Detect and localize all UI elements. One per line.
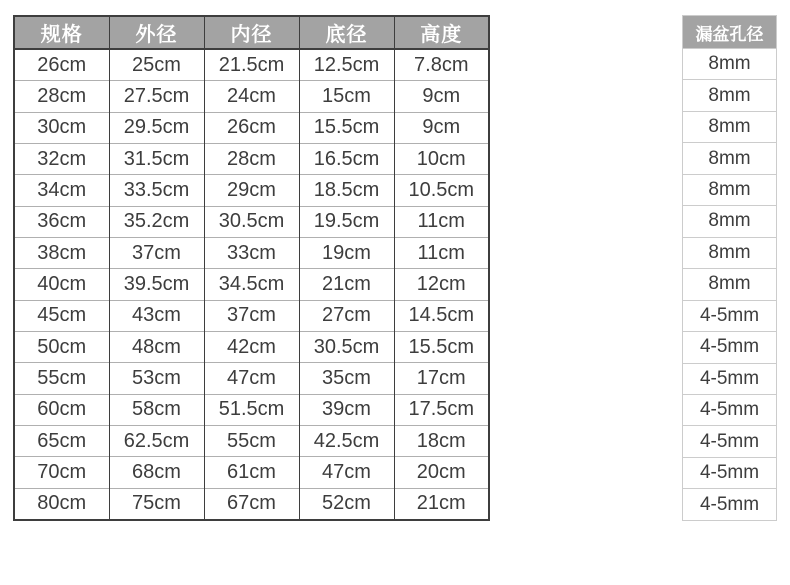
hole-table-body <box>683 49 777 521</box>
table-row <box>683 206 777 237</box>
table-row <box>683 269 777 300</box>
table-cell: 37cm <box>204 300 299 331</box>
table-cell: 62.5cm <box>109 425 204 456</box>
table-cell: 55cm <box>204 425 299 456</box>
table-row <box>14 488 489 520</box>
table-cell: 24cm <box>204 81 299 112</box>
table-row <box>14 112 489 143</box>
table-cell: 17cm <box>394 363 489 394</box>
table-cell: 26cm <box>14 49 109 81</box>
table-cell: 19cm <box>299 238 394 269</box>
table-cell: 39cm <box>299 394 394 425</box>
table-cell: 8mm <box>683 143 777 174</box>
table-cell: 32cm <box>14 144 109 175</box>
table-cell: 4-5mm <box>683 426 777 457</box>
table-cell: 28cm <box>204 144 299 175</box>
table-row <box>14 331 489 362</box>
table-cell: 4-5mm <box>683 394 777 425</box>
table-cell: 47cm <box>204 363 299 394</box>
table-row <box>683 143 777 174</box>
table-cell: 18.5cm <box>299 175 394 206</box>
table-cell: 31.5cm <box>109 144 204 175</box>
table-cell: 15.5cm <box>299 112 394 143</box>
column-header: 规格 <box>14 16 109 49</box>
table-cell: 51.5cm <box>204 394 299 425</box>
table-cell: 19.5cm <box>299 206 394 237</box>
table-cell: 36cm <box>14 206 109 237</box>
table-cell: 52cm <box>299 488 394 520</box>
table-cell: 48cm <box>109 331 204 362</box>
table-row <box>14 269 489 300</box>
table-cell: 12cm <box>394 269 489 300</box>
table-cell: 65cm <box>14 425 109 456</box>
hole-diameter-table <box>682 15 777 521</box>
table-cell: 75cm <box>109 488 204 520</box>
table-cell: 53cm <box>109 363 204 394</box>
hole-table-header <box>683 16 777 49</box>
table-cell: 34cm <box>14 175 109 206</box>
table-cell: 27.5cm <box>109 81 204 112</box>
header-row <box>683 16 777 49</box>
table-cell: 30.5cm <box>204 206 299 237</box>
table-row <box>14 394 489 425</box>
table-cell: 9cm <box>394 81 489 112</box>
table-cell: 15.5cm <box>394 331 489 362</box>
table-row <box>14 175 489 206</box>
table-row <box>14 206 489 237</box>
table-cell: 4-5mm <box>683 457 777 488</box>
table-cell: 35cm <box>299 363 394 394</box>
table-cell: 8mm <box>683 237 777 268</box>
table-cell: 67cm <box>204 488 299 520</box>
table-cell: 4-5mm <box>683 332 777 363</box>
table-cell: 80cm <box>14 488 109 520</box>
table-row <box>14 49 489 81</box>
column-header: 漏盆孔径 <box>683 16 777 49</box>
table-cell: 55cm <box>14 363 109 394</box>
table-cell: 12.5cm <box>299 49 394 81</box>
table-cell: 10.5cm <box>394 175 489 206</box>
table-row <box>683 49 777 80</box>
table-cell: 33cm <box>204 238 299 269</box>
table-cell: 35.2cm <box>109 206 204 237</box>
table-cell: 30.5cm <box>299 331 394 362</box>
table-row <box>14 300 489 331</box>
table-cell: 17.5cm <box>394 394 489 425</box>
table-cell: 8mm <box>683 206 777 237</box>
table-row <box>683 80 777 111</box>
table-cell: 21cm <box>394 488 489 520</box>
table-cell: 39.5cm <box>109 269 204 300</box>
table-cell: 28cm <box>14 81 109 112</box>
table-cell: 10cm <box>394 144 489 175</box>
table-cell: 8mm <box>683 80 777 111</box>
table-cell: 37cm <box>109 238 204 269</box>
table-cell: 4-5mm <box>683 363 777 394</box>
table-cell: 29.5cm <box>109 112 204 143</box>
table-cell: 21.5cm <box>204 49 299 81</box>
table-row <box>14 238 489 269</box>
table-cell: 42cm <box>204 331 299 362</box>
table-cell: 60cm <box>14 394 109 425</box>
table-row <box>14 457 489 488</box>
table-row <box>683 394 777 425</box>
table-cell: 8mm <box>683 269 777 300</box>
table-row <box>683 363 777 394</box>
table-cell: 47cm <box>299 457 394 488</box>
table-cell: 8mm <box>683 49 777 80</box>
table-cell: 4-5mm <box>683 300 777 331</box>
table-row <box>683 174 777 205</box>
table-cell: 30cm <box>14 112 109 143</box>
table-row <box>683 332 777 363</box>
table-cell: 43cm <box>109 300 204 331</box>
table-cell: 45cm <box>14 300 109 331</box>
table-cell: 21cm <box>299 269 394 300</box>
column-header: 内径 <box>204 16 299 49</box>
table-cell: 61cm <box>204 457 299 488</box>
table-cell: 11cm <box>394 206 489 237</box>
table-cell: 25cm <box>109 49 204 81</box>
table-row <box>14 363 489 394</box>
column-header: 底径 <box>299 16 394 49</box>
table-row <box>14 144 489 175</box>
table-cell: 8mm <box>683 174 777 205</box>
table-cell: 40cm <box>14 269 109 300</box>
table-cell: 42.5cm <box>299 425 394 456</box>
table-cell: 18cm <box>394 425 489 456</box>
table-row <box>683 111 777 142</box>
table-cell: 4-5mm <box>683 489 777 521</box>
table-cell: 58cm <box>109 394 204 425</box>
table-cell: 20cm <box>394 457 489 488</box>
table-cell: 9cm <box>394 112 489 143</box>
column-header: 外径 <box>109 16 204 49</box>
table-cell: 33.5cm <box>109 175 204 206</box>
table-cell: 38cm <box>14 238 109 269</box>
table-cell: 68cm <box>109 457 204 488</box>
table-row <box>683 457 777 488</box>
table-cell: 27cm <box>299 300 394 331</box>
table-cell: 70cm <box>14 457 109 488</box>
size-table-body <box>14 49 489 520</box>
table-cell: 16.5cm <box>299 144 394 175</box>
table-row <box>683 426 777 457</box>
table-row <box>683 300 777 331</box>
table-row <box>14 81 489 112</box>
table-row <box>14 425 489 456</box>
column-header: 高度 <box>394 16 489 49</box>
table-cell: 8mm <box>683 111 777 142</box>
table-cell: 34.5cm <box>204 269 299 300</box>
table-row <box>683 489 777 521</box>
table-cell: 50cm <box>14 331 109 362</box>
table-cell: 26cm <box>204 112 299 143</box>
table-cell: 11cm <box>394 238 489 269</box>
size-table-header <box>14 16 489 49</box>
table-cell: 29cm <box>204 175 299 206</box>
header-row <box>14 16 489 49</box>
table-row <box>683 237 777 268</box>
size-spec-table <box>13 15 490 521</box>
table-cell: 15cm <box>299 81 394 112</box>
table-cell: 7.8cm <box>394 49 489 81</box>
table-cell: 14.5cm <box>394 300 489 331</box>
